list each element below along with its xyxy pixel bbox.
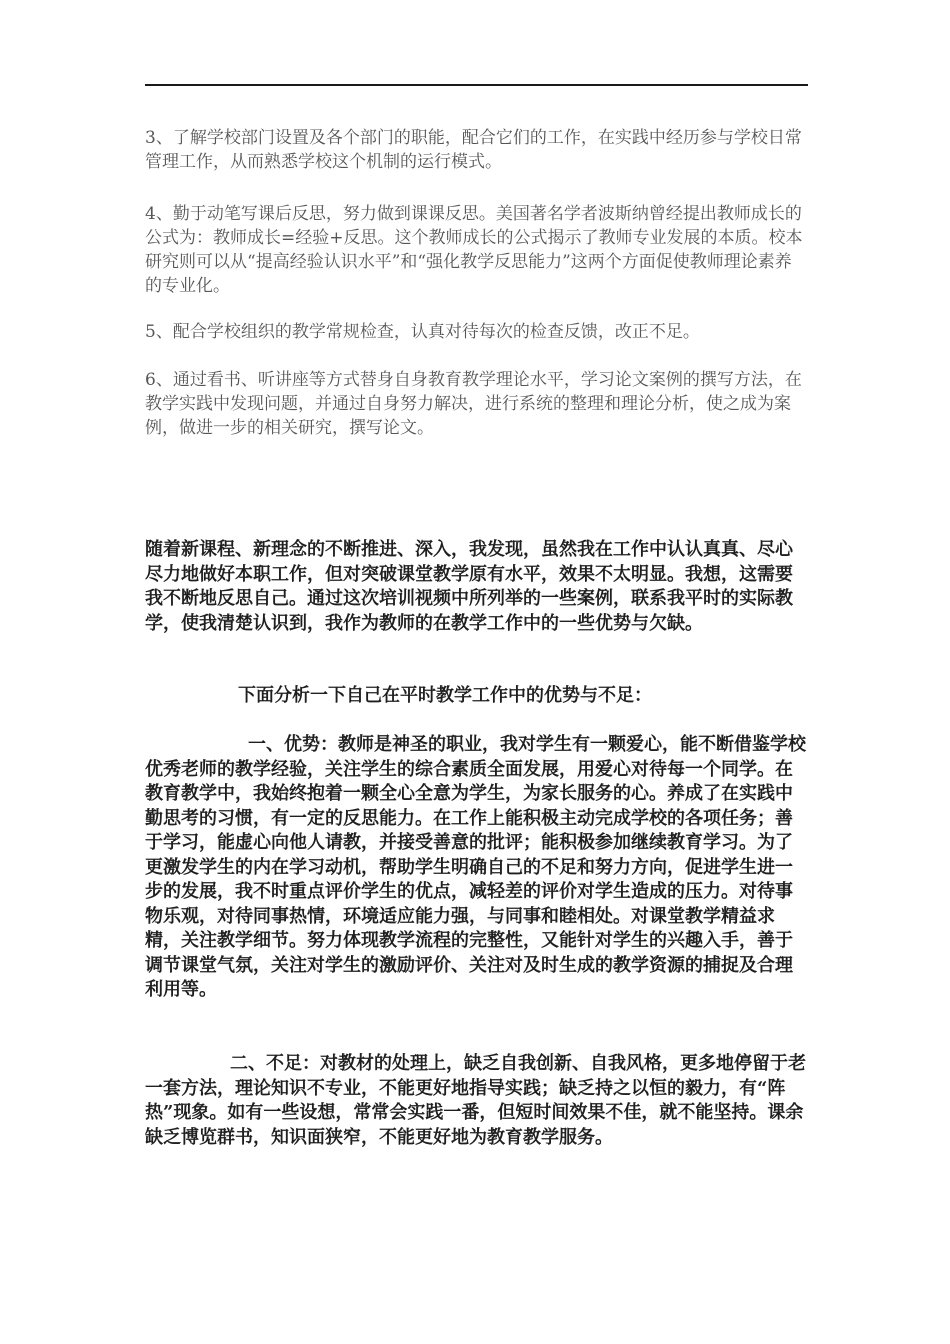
weaknesses-paragraph: 二、不足：对教材的处理上，缺乏自我创新、自我风格，更多地停留于老一套方法，理论知识不专业，不能更好地指导实践；缺乏持之以恒的毅力，有“阵热”现象。如有一些设想，常常会实践一番，但短时间效果不佳，就不能坚持。课余缺乏博览群书，知识面狭窄，不能更好地为教育教学服务。 (145, 1053, 806, 1148)
item-5-paragraph: 5、配合学校组织的教学常规检查，认真对待每次的检查反馈，改正不足。 (145, 322, 700, 342)
item-3-paragraph: 3、了解学校部门设置及各个部门的职能，配合它们的工作，在实践中经历参与学校日常管理工作，从而熟悉学校这个机制的运行模式。 (145, 128, 802, 172)
advantages-paragraph: 一、优势：教师是神圣的职业，我对学生有一颗爱心，能不断借鉴学校优秀老师的教学经验，关注学生的综合素质全面发展，用爱心对待每一个同学。在教育教学中，我始终抱着一颗全心全意为学生，为家长服务的心。养成了在实践中勤思考的习惯，有一定的反思能力。在工作上能积极主动完成学校的各项任务；善于学习，能虚心向他人请教，并接受善意的批评；能积极参加继续教育学习。为了更激发学生的内在学习动机，帮助学生明确自己的不足和努力方向，促进学生进一步的发展，我不时重点评价学生的优点，减轻差的评价对学生造成的压力。对待事物乐观，对待同事热情，环境适应能力强，与同事和睦相处。对课堂教学精益求精，关注教学细节。努力体现教学流程的完整性，又能针对学生的兴趣入手，善于调节课堂气氛，关注对学生的激励评价、关注对及时生成的教学资源的捕捉及合理利用等。 (145, 734, 806, 1000)
item-4-paragraph: 4、勤于动笔写课后反思，努力做到课课反思。美国著名学者波斯纳曾经提出教师成长的公式为：教师成长=经验+反思。这个教师成长的公式揭示了教师专业发展的本质。校本研究则可以从“提高经验认识水平”和“强化教学反思能力”这两个方面促使教师理论素养的专业化。 (145, 204, 803, 296)
intro-paragraph: 随着新课程、新理念的不断推进、深入，我发现，虽然我在工作中认认真真、尽心尽力地做好本职工作，但对突破课堂教学原有水平，效果不太明显。我想，这需要我不断地反思自己。通过这次培训视频中所列举的一些案例，联系我平时的实际教学，使我清楚认识到，我作为教师的在教学工作中的一些优势与欠缺。 (145, 539, 793, 634)
item-6-paragraph: 6、通过看书、听讲座等方式替身自身教育教学理论水平，学习论文案例的撰写方法，在教学实践中发现问题，并通过自身努力解决，进行系统的整理和理论分析，使之成为案例，做进一步的相关研究，撰写论文。 (145, 370, 802, 438)
analysis-heading: 下面分析一下自己在平时教学工作中的优势与不足： (238, 685, 652, 706)
header-rule (145, 84, 808, 86)
